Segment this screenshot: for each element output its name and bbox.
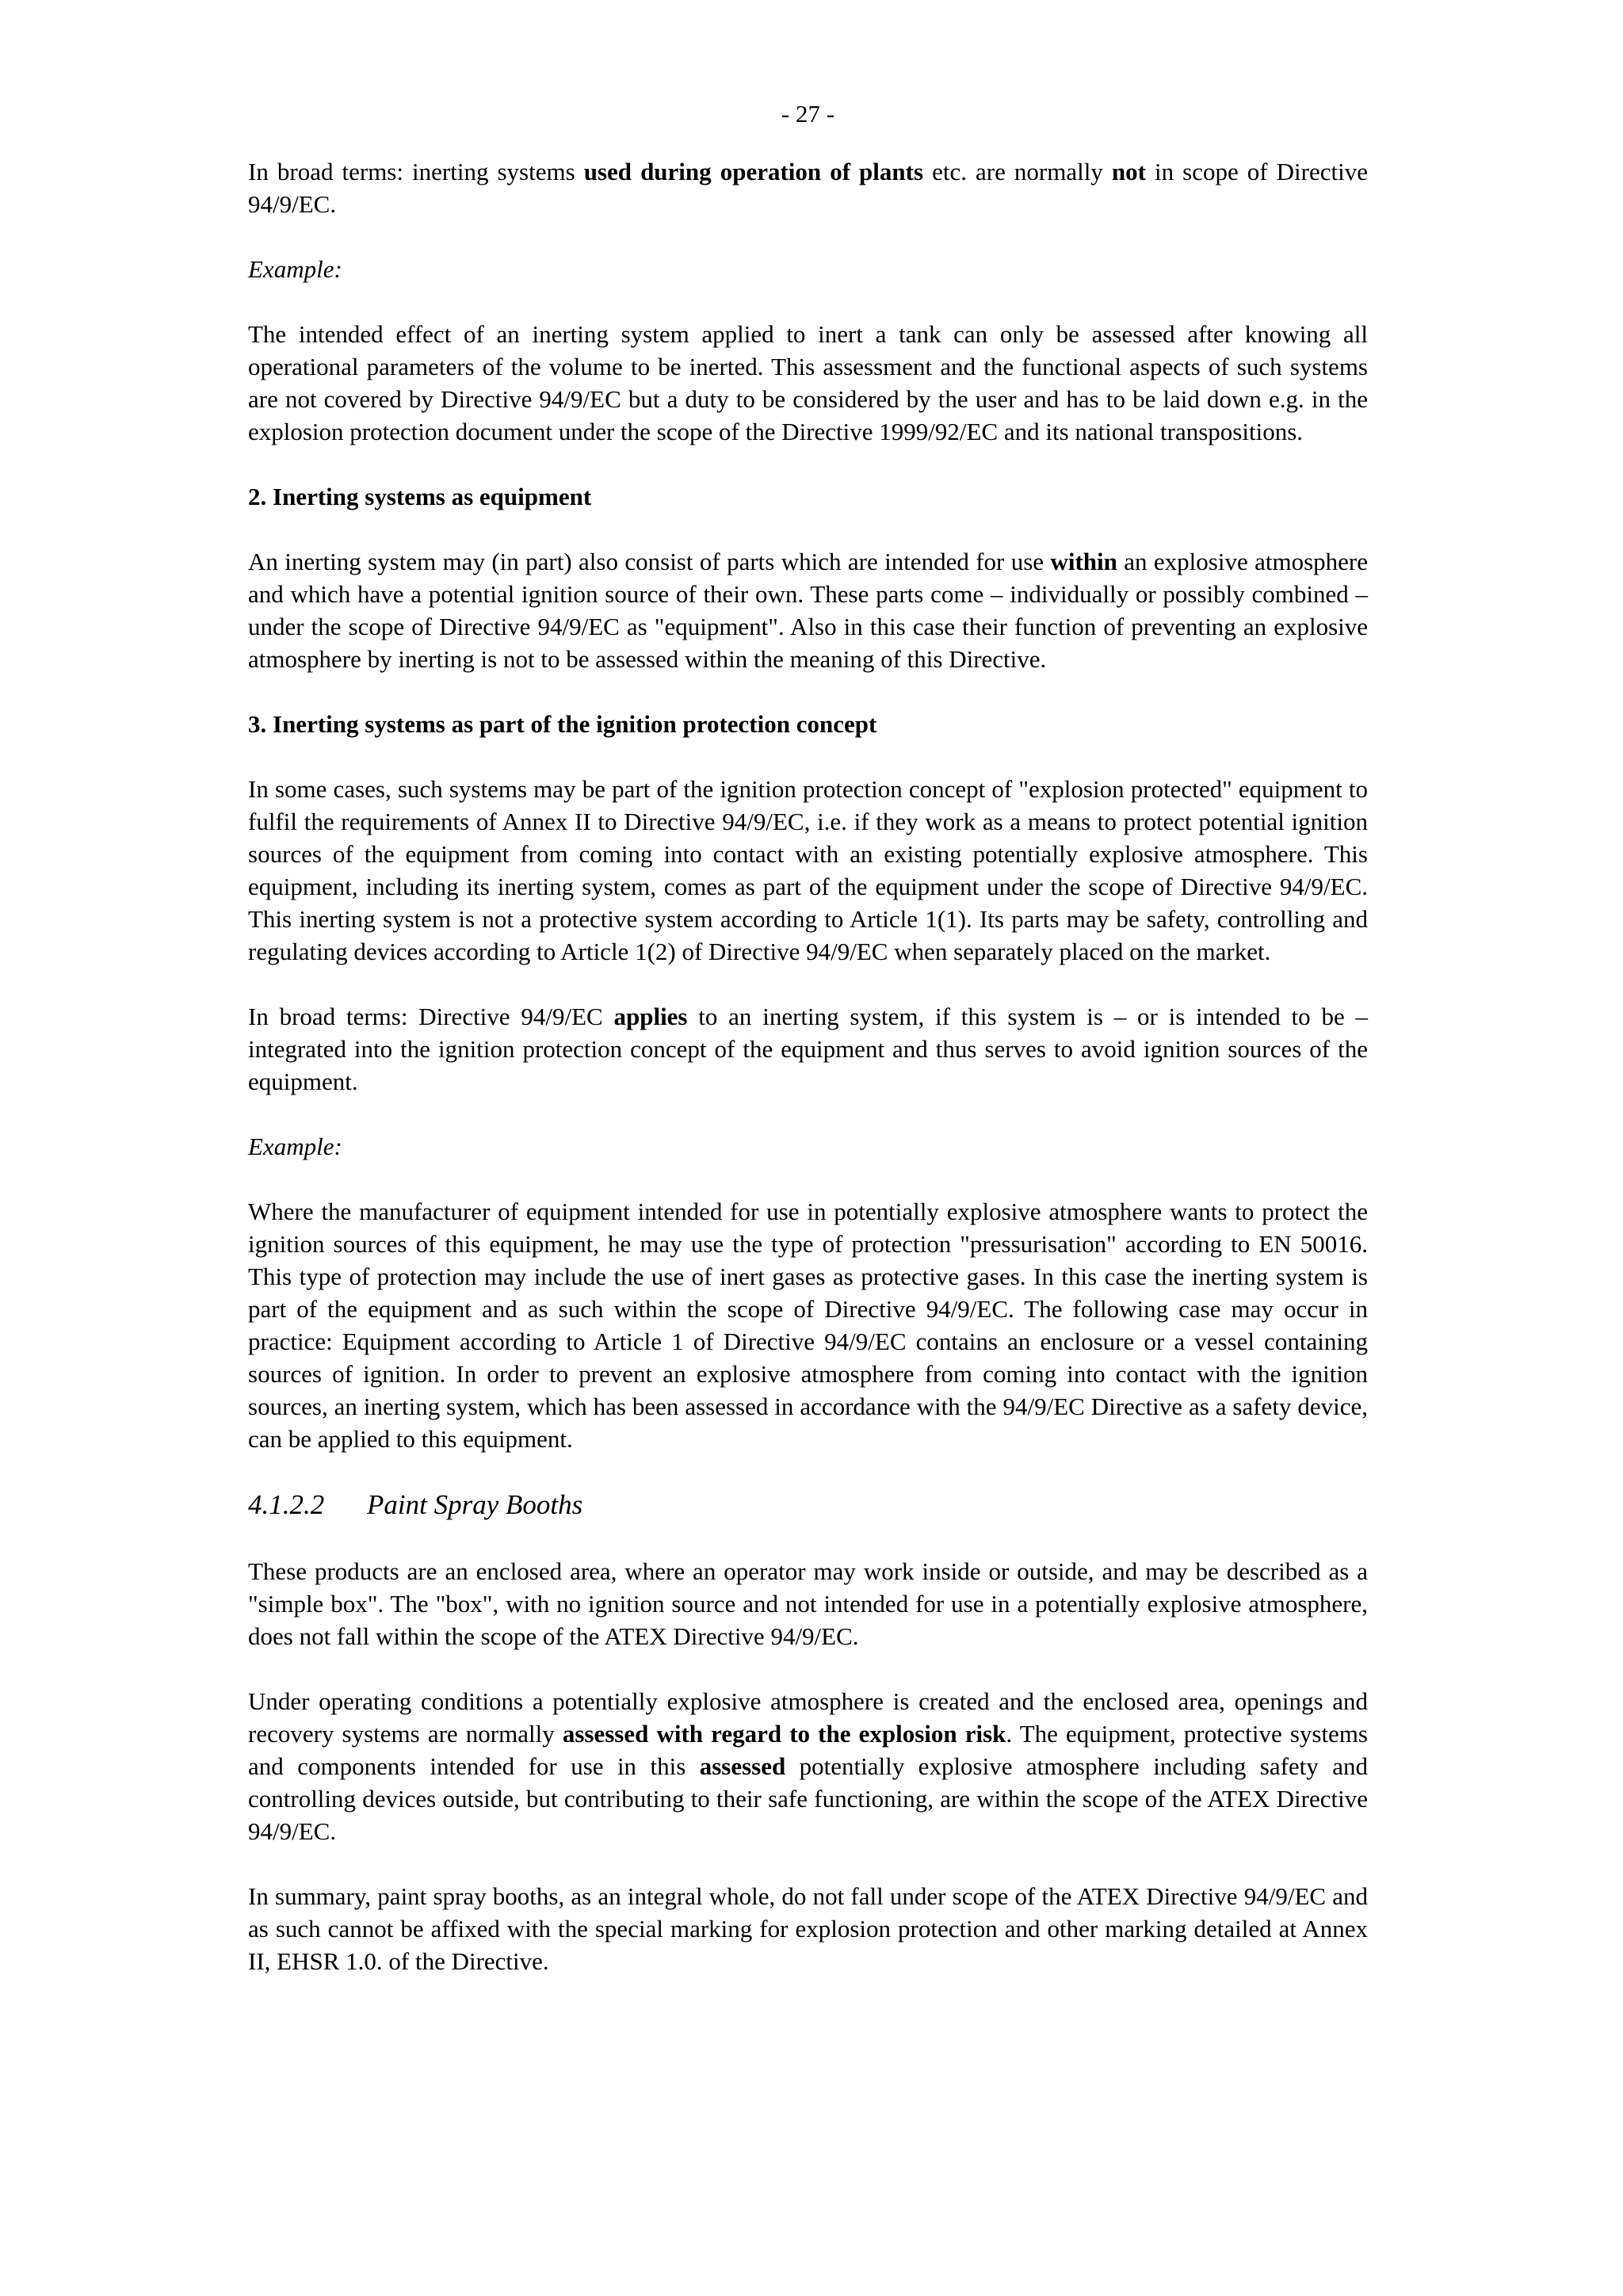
example-label: Example:	[248, 255, 342, 283]
paragraph-operating-conditions: Under operating conditions a potentially explosive atmosphere is created and the enclosed area, openings and recovery systems are normally assessed with regard to the explosion risk. The equipment, protective systems and components intended for use in this assessed potentially explosive atmosphere including safety and controlling devices outside, but contributing to their safe functioning, are within the scope of the ATEX Directive 94/9/EC.	[248, 1687, 1368, 1845]
paragraph-inerting-broad-terms: In broad terms: inerting systems used during operation of plants etc. are normally not in scope of Directive 94/9/EC.	[248, 158, 1368, 218]
paragraph-ignition-protection: In some cases, such systems may be part of the ignition protection concept of "explosion protected" equipment to fulfil the requirements of Annex II to Directive 94/9/EC, i.e. if they work as a means to protect potential ignition sources of the equipment from coming into contact with an existing potentially explosive atmosphere. This equipment, including its inerting system, comes as part of the equipment under the scope of Directive 94/9/EC. This inerting system is not a protective system according to Article 1(1). Its parts may be safety, controlling and regulating devices according to Article 1(2) of Directive 94/9/EC when separately placed on the market.	[248, 775, 1368, 965]
section-heading-paint-spray-booths	[248, 1488, 1368, 1522]
example-label-2: Example:	[248, 1133, 342, 1160]
heading-inerting-as-equipment: 2. Inerting systems as equipment	[248, 483, 592, 510]
paragraph-directive-applies: In broad terms: Directive 94/9/EC applies to an inerting system, if this system is – or is intended to be – integrated into the ignition protection concept of the equipment and thus serves to avoid ignition sources of the equipment.	[248, 1003, 1368, 1095]
paragraph-pressurisation-example: Where the manufacturer of equipment intended for use in potentially explosive atmosphere wants to protect the ignition sources of this equipment, he may use the type of protection "pressurisation" according to EN 50016. This type of protection may include the use of inert gases as protective gases. In this case the inerting system is part of the equipment and as such within the scope of Directive 94/9/EC. The following case may occur in practice: Equipment according to Article 1 of Directive 94/9/EC contains an enclosure or a vessel containing sources of ignition. In order to prevent an explosive atmosphere from coming into contact with the ignition sources, an inerting system, which has been assessed in accordance with the 94/9/EC Directive as a safety device, can be applied to this equipment.	[248, 1198, 1368, 1453]
paragraph-summary: In summary, paint spray booths, as an integral whole, do not fall under scope of the ATEX Directive 94/9/EC and as such cannot be affixed with the special marking for explosion protection and other marking detailed at Annex II, EHSR 1.0. of the Directive.	[248, 1882, 1368, 1975]
heading-ignition-protection-concept: 3. Inerting systems as part of the ignition protection concept	[248, 710, 877, 738]
page-number: - 27 -	[781, 100, 835, 128]
paragraph-tank-example: The intended effect of an inerting system applied to inert a tank can only be assessed after knowing all operational parameters of the volume to be inerted. This assessment and the functional aspects of such systems are not covered by Directive 94/9/EC but a duty to be considered by the user and has to be laid down e.g. in the explosion protection document under the scope of the Directive 1999/92/EC and its national transpositions.	[248, 320, 1368, 445]
paragraph-inerting-parts: An inerting system may (in part) also consist of parts which are intended for use within an explosive atmosphere and which have a potential ignition source of their own. These parts come – individually or possibly combined – under the scope of Directive 94/9/EC as "equipment". Also in this case their function of preventing an explosive atmosphere by inerting is not to be assessed within the meaning of this Directive.	[248, 548, 1368, 673]
paragraph-simple-box: These products are an enclosed area, where an operator may work inside or outside, and may be described as a "simple box". The "box", with no ignition source and not intended for use in a potentially explosive atmosphere, does not fall within the scope of the ATEX Directive 94/9/EC.	[248, 1557, 1368, 1650]
section-number: 4.1.2.2	[248, 1489, 325, 1520]
section-title: Paint Spray Booths	[367, 1489, 583, 1520]
page-content	[248, 155, 1368, 2010]
